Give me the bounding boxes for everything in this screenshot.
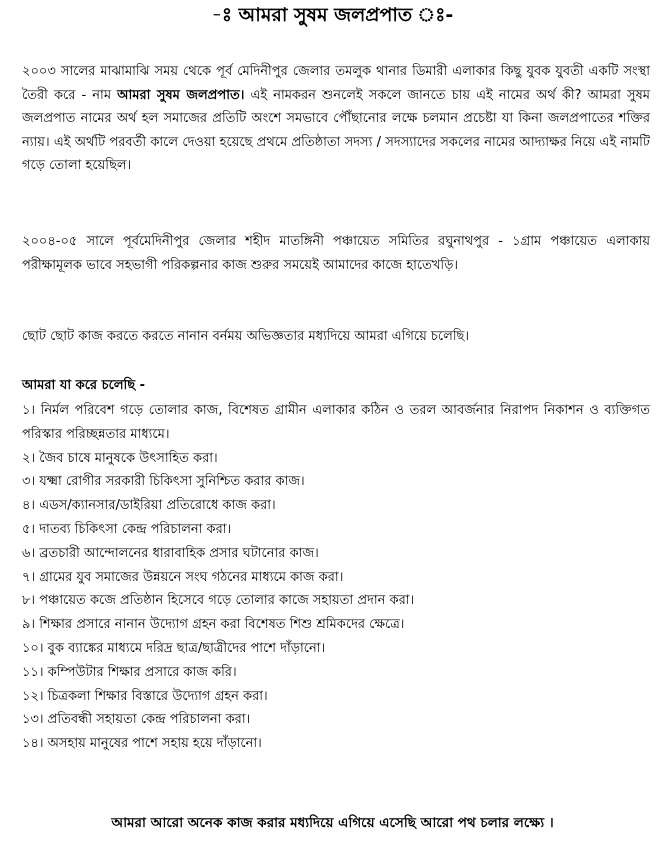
- list-item: ৮। পঞ্চায়েত কজে প্রতিষ্ঠান হিসেবে গড়ে তোলার কাজে সহায়তা প্রদান করা।: [22, 593, 415, 609]
- list-item: ১৪। অসহায় মানুষের পাশে সহায় হয়ে দাঁড়ানো।: [22, 736, 262, 752]
- intro-paragraph: [22, 60, 650, 178]
- intro-text-before: ২০০৩ সালের মাঝামাঝি সময় থেকে পূর্ব মেদিনীপুর জেলার তমলুক থানার ডিমারী এলাকার কিছু যুবক যুবতী একটি সংস্থা তৈরী করে - নাম: [22, 64, 650, 103]
- list-item: ২। জৈব চাষে মানুষকে উৎসাহিত করা।: [22, 450, 218, 466]
- activities-heading: আমরা যা করে চলেছি -: [22, 378, 146, 393]
- list-item: ৪। এডস/ক্যানসার/ডাইরিয়া প্রতিরোধে কাজ করা।: [22, 498, 276, 514]
- intro-text-after: এই নামকরন শুনলেই সকলে জানতে চায় এই নামের অর্থ কী? আমরা সুষম জলপ্রপাত নামের অর্থ হল সমাজের প্রতিটি অংশে সমভাবে পৌঁছানোর লক্ষে চলমান প্রচেষ্টা যা কিনা জলপ্রপাতের শক্তির ন্যায়। এই অর্থটি পরবর্তী কালে দেওয়া হয়েছে প্রথমে প্রতিষ্ঠাতা সদস্য / সদস্যাদের সকলের নামের আদ্যাক্ষর নিয়ে এই নামটি গড়ে তোলা হয়েছিল।: [22, 87, 650, 173]
- list-item: ৯। শিক্ষার প্রসারে নানান উদ্যোগ গ্রহন করা বিশেষত শিশু শ্রমিকদের ক্ষেত্রে।: [22, 617, 405, 633]
- list-item: ৩। যক্ষ্মা রোগীর সরকারী চিকিৎসা সুনিশ্চিত করার কাজ।: [22, 474, 305, 490]
- list-item: ১২। চিত্রকলা শিক্ষার বিস্তারে উদ্যোগ গ্রহন করা।: [22, 688, 268, 704]
- page-title: -ঃ আমরা সুষম জলপ্রপাত ঃ-: [211, 4, 454, 26]
- organization-name: আমরা সুষম জলপ্রপাত।: [117, 87, 245, 103]
- list-item: ১০। বুক ব্যাঙ্কের মাধ্যমে দরিদ্র ছাত্র/ছাত্রীদের পাশে দাঁড়ানো।: [22, 640, 326, 656]
- list-item: ৬। ব্রতচারী আন্দোলনের ধারাবাহিক প্রসার ঘটানোর কাজ।: [22, 545, 319, 561]
- progress-paragraph: ছোট ছোট কাজ করতে করতে নানান বর্নময় অভিজ্ঞতার মধ্যদিয়ে আমরা এগিয়ে চলেছি।: [22, 329, 470, 344]
- activities-list: [22, 399, 650, 756]
- list-item: ১১। কম্পিউটার শিক্ষার প্রসারে কাজ করি।: [22, 664, 237, 680]
- list-item: ১৩। প্রতিবন্ধী সহায়তা কেন্দ্র পরিচালনা করা।: [22, 712, 251, 728]
- list-item: ১। নির্মল পরিবেশ গড়ে তোলার কাজ, বিশেষত গ্রামীন এলাকার কঠিন ও তরল আবর্জনার নিরাপদ নিকাশন ও ব্যক্তিগত পরিস্কার পরিচ্ছন্নতার মাধ্যমে।: [22, 403, 650, 442]
- list-item: ৫। দাতব্য চিকিৎসা কেন্দ্র পরিচালনা করা।: [22, 521, 232, 537]
- closing-statement: আমরা আরো অনেক কাজ করার মধ্যদিয়ে এগিয়ে এসেছি আরো পথ চলার লক্ষ্যে ।: [111, 815, 554, 831]
- history-paragraph: ২০০৪-০৫ সালে পূর্বমেদিনীপুর জেলার শহীদ মাতঙ্গিনী পঞ্চায়েত সমিতির রঘুনাথপুর - ১গ্রাম পঞ্চায়েত এলাকায় পরীক্ষামূলক ভাবে সহভাগী পরিকল্পনার কাজ শুরুর সময়েই আমাদের কাজে হাতেখড়ি।: [22, 234, 650, 273]
- list-item: ৭। গ্রামের যুব সমাজের উন্নয়নে সংঘ গঠনের মাধ্যমে কাজ করা।: [22, 569, 344, 585]
